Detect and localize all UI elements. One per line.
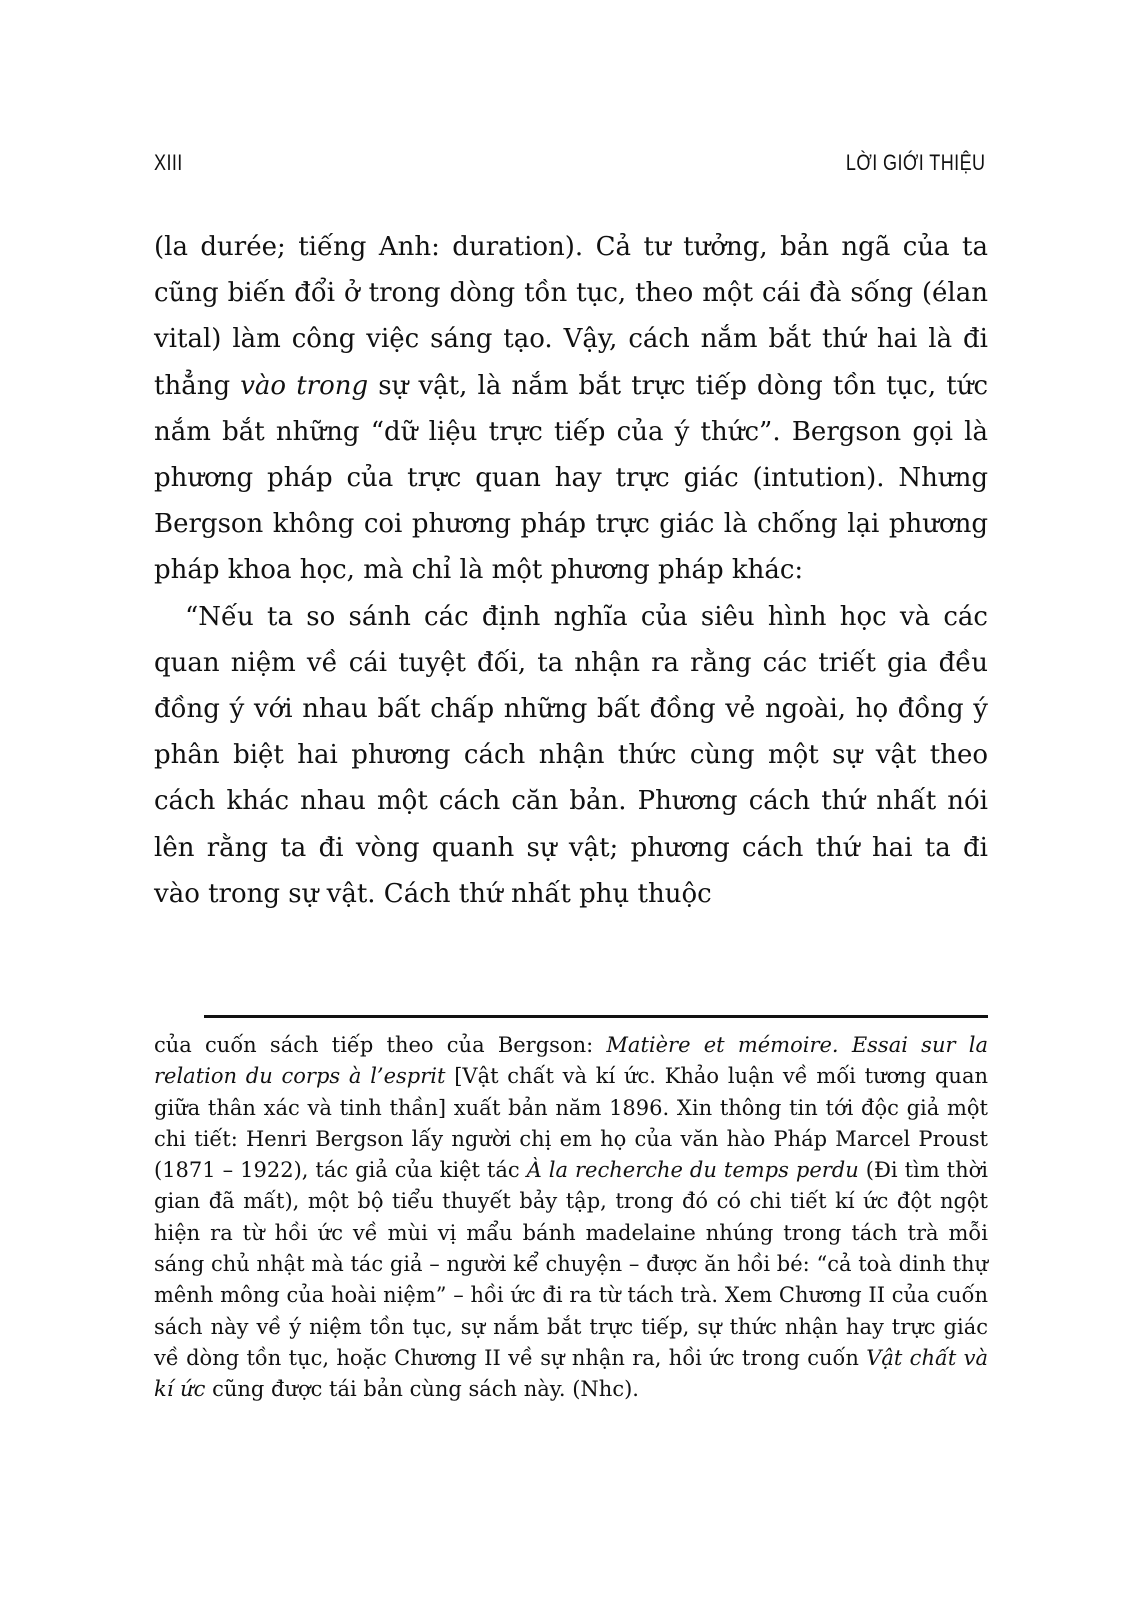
running-header	[154, 150, 986, 182]
footnote-segment: [Vật chất và kí ức. Khảo luận về mối tương quan giữa thân xác và tinh thần] xuất bản năm 1896. Xin thông tin tới độc giả một chi tiết: Henri Bergson lấy người chị em họ của văn hào Pháp Marcel Proust (1871 – 1922), tác giả của kiệt tác	[154, 1064, 988, 1183]
italic-phrase: vào trong	[240, 370, 369, 401]
paragraph-text: (la durée; tiếng Anh: duration). Cả tư tưởng, bản ngã của ta cũng biến đổi ở trong dòng tồn tục, theo một cái đà sống (élan vital) làm công việc sáng tạo. Vậy, cách nắm bắt thứ hai là đi thẳng	[154, 232, 988, 401]
footnote-text	[154, 1030, 988, 1406]
footnote-segment: cũng được tái bản cùng sách này. (Nhc).	[205, 1377, 639, 1402]
footnote	[154, 1030, 988, 1406]
footnote-italic-title: Vật chất và kí ức	[154, 1345, 988, 1402]
footnote-italic-title: Matière et mémoire. Essai sur la relation du corps à l’esprit	[154, 1033, 988, 1089]
footnote-segment: của cuốn sách tiếp theo của Bergson:	[154, 1033, 607, 1057]
paragraph-text: sự vật, là nắm bắt trực tiếp dòng tồn tục, tức nắm bắt những “dữ liệu trực tiếp của ý thức”. Bergson gọi là phương pháp của trực quan hay trực giác (intution). Nhưng Bergson không coi phương pháp trực giác là chống lại phương pháp khoa học, mà chỉ là một phương pháp khác:	[154, 370, 989, 586]
footnote-segment: (Đi tìm thời gian đã mất), một bộ tiểu thuyết bảy tập, trong đó có chi tiết kí ức đột ngột hiện ra từ hồi ức về mùi vị mẩu bánh madelaine nhúng trong tách trà mỗi sáng chủ nhật mà tác giả – người kể chuyện – được ăn hồi bé: “cả toà dinh thự mênh mông của hoài niệm” – hồi ức đi ra từ tách trà. Xem Chương II của cuốn sách này về ý niệm tồn tục, sự nắm bắt trực tiếp, sự thức nhận hay trực giác về dòng tồn tục, hoặc Chương II về sự nhận ra, hồi ức trong cuốn	[154, 1158, 988, 1370]
main-text	[154, 224, 988, 917]
running-title: LỜI GIỚI THIỆU	[845, 150, 986, 175]
footnote-italic-title: À la recherche du temps perdu	[526, 1158, 859, 1183]
paragraph-continued	[154, 224, 988, 594]
footnote-divider	[204, 1015, 988, 1018]
page-number: XIII	[154, 150, 183, 175]
quote-paragraph: “Nếu ta so sánh các định nghĩa của siêu hình học và các quan niệm về cái tuyệt đối, ta nhận ra rằng các triết gia đều đồng ý với nhau bất chấp những bất đồng vẻ ngoài, họ đồng ý phân biệt hai phương cách nhận thức cùng một sự vật theo cách khác nhau một cách căn bản. Phương cách thứ nhất nói lên rằng ta đi vòng quanh sự vật; phương cách thứ hai ta đi vào trong sự vật. Cách thứ nhất phụ thuộc	[154, 601, 988, 909]
